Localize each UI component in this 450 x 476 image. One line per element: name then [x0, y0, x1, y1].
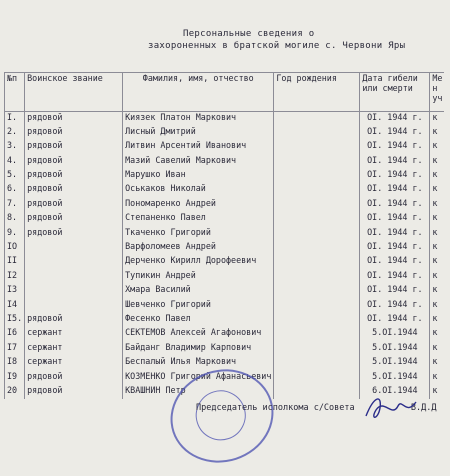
row-rank: рядовой: [25, 183, 123, 197]
row-name: Варфоломеев Андрей: [123, 241, 274, 255]
row-birth-year: [274, 284, 360, 298]
row-place: к: [430, 155, 445, 169]
row-birth-year: [274, 126, 360, 140]
row-place: к: [430, 126, 445, 140]
table-row: [5, 227, 445, 241]
row-death-date: OI. 1944 г.: [360, 212, 430, 226]
row-birth-year: [274, 140, 360, 154]
row-death-date: OI. 1944 г.: [360, 169, 430, 183]
row-name: Киязек Платон Маркович: [123, 112, 274, 126]
row-death-date: OI. 1944 г.: [360, 126, 430, 140]
row-death-date: OI. 1944 г.: [360, 155, 430, 169]
row-rank: сержант: [25, 342, 123, 356]
row-name: Марушко Иван: [123, 169, 274, 183]
table-row: [5, 255, 445, 269]
row-rank: [25, 241, 123, 255]
row-death-date: 5.OI.1944: [360, 342, 430, 356]
column-header-rank: Воинское звание: [25, 73, 123, 112]
row-birth-year: [274, 313, 360, 327]
row-birth-year: [274, 227, 360, 241]
row-number: I7: [5, 342, 25, 356]
column-header-death-date: Дата гибели или смерти: [360, 73, 430, 112]
row-place: к: [430, 112, 445, 126]
table-row: [5, 284, 445, 298]
row-name: Тупикин Андрей: [123, 270, 274, 284]
document-subtitle: захороненных в братской могиле с. Червони Яры: [148, 41, 406, 51]
row-birth-year: [274, 356, 360, 370]
row-rank: сержант: [25, 356, 123, 370]
row-name: Мазий Савелий Маркович: [123, 155, 274, 169]
row-rank: [25, 255, 123, 269]
table-row: [5, 112, 445, 126]
row-name: Байданг Владимир Карпович: [123, 342, 274, 356]
row-birth-year: [274, 198, 360, 212]
row-number: I.: [5, 112, 25, 126]
row-number: 7.: [5, 198, 25, 212]
table-row: [5, 327, 445, 341]
row-birth-year: [274, 169, 360, 183]
table-row: [5, 299, 445, 313]
row-birth-year: [274, 327, 360, 341]
row-birth-year: [274, 342, 360, 356]
row-number: 20: [5, 385, 25, 399]
row-number: I8: [5, 356, 25, 370]
row-name: Дерченко Кирилл Дорофеевич: [123, 255, 274, 269]
row-birth-year: [274, 270, 360, 284]
row-place: к: [430, 198, 445, 212]
row-number: I3: [5, 284, 25, 298]
row-place: к: [430, 371, 445, 385]
row-rank: [25, 270, 123, 284]
row-death-date: OI. 1944 г.: [360, 270, 430, 284]
row-death-date: OI. 1944 г.: [360, 227, 430, 241]
row-number: 3.: [5, 140, 25, 154]
row-rank: рядовой: [25, 155, 123, 169]
row-name: Лисный Дмитрий: [123, 126, 274, 140]
row-birth-year: [274, 155, 360, 169]
row-rank: рядовой: [25, 198, 123, 212]
table-row: [5, 212, 445, 226]
table-row: [5, 183, 445, 197]
row-death-date: OI. 1944 г.: [360, 112, 430, 126]
row-rank: сержант: [25, 327, 123, 341]
row-place: к: [430, 342, 445, 356]
row-death-date: OI. 1944 г.: [360, 313, 430, 327]
row-rank: [25, 284, 123, 298]
row-number: 4.: [5, 155, 25, 169]
row-name: Фесенко Павел: [123, 313, 274, 327]
row-place: к: [430, 212, 445, 226]
row-place: к: [430, 284, 445, 298]
row-number: I5.: [5, 313, 25, 327]
row-death-date: OI. 1944 г.: [360, 140, 430, 154]
row-name: Степаненко Павел: [123, 212, 274, 226]
table-row: [5, 126, 445, 140]
table-row: [5, 313, 445, 327]
row-place: к: [430, 227, 445, 241]
row-death-date: 5.OI.1944: [360, 327, 430, 341]
handwritten-signature-icon: [362, 390, 420, 424]
row-number: 5.: [5, 169, 25, 183]
row-place: к: [430, 241, 445, 255]
row-place: к: [430, 183, 445, 197]
row-place: к: [430, 327, 445, 341]
table-row: [5, 169, 445, 183]
table-header-row: [5, 73, 445, 112]
table-row: [5, 241, 445, 255]
row-place: к: [430, 299, 445, 313]
row-number: I9: [5, 371, 25, 385]
column-header-name: Фамилия, имя, отчество: [123, 73, 274, 112]
row-name: КВАШНИН Петр: [123, 385, 274, 399]
table-row: [5, 140, 445, 154]
row-birth-year: [274, 299, 360, 313]
row-birth-year: [274, 255, 360, 269]
row-place: к: [430, 270, 445, 284]
row-rank: рядовой: [25, 313, 123, 327]
column-header-birth-year: Год рождения: [274, 73, 360, 112]
row-number: I6: [5, 327, 25, 341]
row-death-date: OI. 1944 г.: [360, 299, 430, 313]
row-rank: рядовой: [25, 126, 123, 140]
row-death-date: OI. 1944 г.: [360, 183, 430, 197]
stamp-emblem-icon: [189, 384, 252, 447]
row-number: 8.: [5, 212, 25, 226]
row-rank: рядовой: [25, 385, 123, 399]
row-number: 6.: [5, 183, 25, 197]
row-number: II: [5, 255, 25, 269]
row-birth-year: [274, 112, 360, 126]
row-death-date: 6.OI.1944: [360, 385, 430, 399]
row-rank: рядовой: [25, 112, 123, 126]
row-death-date: OI. 1944 г.: [360, 241, 430, 255]
signature-initials: В.Д.Д: [410, 403, 437, 413]
table-row: [5, 155, 445, 169]
row-birth-year: [274, 371, 360, 385]
row-name: Литвин Арсентий Иванович: [123, 140, 274, 154]
row-number: I4: [5, 299, 25, 313]
row-death-date: OI. 1944 г.: [360, 198, 430, 212]
row-name: КОЗМЕНКО Григорий Афанасьевич: [123, 371, 274, 385]
row-birth-year: [274, 212, 360, 226]
signature-title: Председатель исполкома с/Совета: [196, 403, 355, 413]
row-number: 2.: [5, 126, 25, 140]
row-place: к: [430, 169, 445, 183]
row-rank: [25, 299, 123, 313]
row-place: к: [430, 255, 445, 269]
row-birth-year: [274, 183, 360, 197]
row-name: Шевченко Григорий: [123, 299, 274, 313]
row-number: I2: [5, 270, 25, 284]
burial-register-table: [4, 72, 444, 399]
row-name: СЕКТЕМОВ Алексей Агафонович: [123, 327, 274, 341]
row-name: Хмара Василий: [123, 284, 274, 298]
row-birth-year: [274, 385, 360, 399]
row-name: Пономаренко Андрей: [123, 198, 274, 212]
row-death-date: OI. 1944 г.: [360, 255, 430, 269]
row-place: к: [430, 385, 445, 399]
row-birth-year: [274, 241, 360, 255]
table-row: [5, 198, 445, 212]
table-row: [5, 342, 445, 356]
row-place: к: [430, 140, 445, 154]
row-rank: рядовой: [25, 212, 123, 226]
document-title: Персональные сведения о: [183, 29, 315, 39]
row-place: к: [430, 313, 445, 327]
row-name: Оськаков Николай: [123, 183, 274, 197]
row-name: Ткаченко Григорий: [123, 227, 274, 241]
row-number: IO: [5, 241, 25, 255]
row-name: Беспалый Илья Маркович: [123, 356, 274, 370]
row-rank: рядовой: [25, 227, 123, 241]
row-place: к: [430, 356, 445, 370]
row-death-date: OI. 1944 г.: [360, 284, 430, 298]
row-death-date: 5.OI.1944: [360, 356, 430, 370]
row-rank: рядовой: [25, 140, 123, 154]
column-header-place: Ме н уч: [430, 73, 445, 112]
row-rank: рядовой: [25, 371, 123, 385]
column-header-number: №п: [5, 73, 25, 112]
row-death-date: 5.OI.1944: [360, 371, 430, 385]
row-rank: рядовой: [25, 169, 123, 183]
row-number: 9.: [5, 227, 25, 241]
table-row: [5, 270, 445, 284]
